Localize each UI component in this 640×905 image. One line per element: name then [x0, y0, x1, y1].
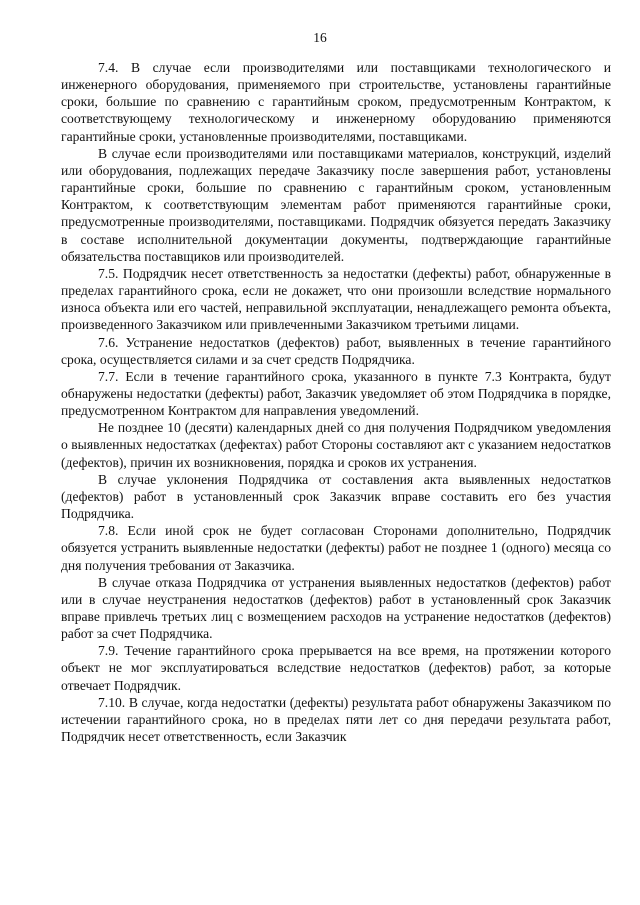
paragraph-7-10: 7.10. В случае, когда недостатки (дефекты) результата работ обнаружены Заказчиком по истечении гарантийного срока, но в пределах пяти лет со дня передачи результата работ, Подрядчик несет ответственность, если Заказчик: [61, 694, 611, 745]
paragraph-7-9: 7.9. Течение гарантийного срока прерывается на все время, на протяжении которого объект не мог эксплуатироваться вследствие недостатков (дефектов) работ, за которые отвечает Подрядчик.: [61, 643, 611, 693]
paragraph-7-7-evasion: В случае уклонения Подрядчика от составления акта выявленных недостатков (дефектов) работ в установленный срок Заказчик вправе составить его без участия Подрядчика.: [61, 471, 611, 522]
paragraph-7-8: 7.8. Если иной срок не будет согласован Сторонами дополнительно, Подрядчик обязуется устранить выявленные недостатки (дефекты) работ не позднее 1 (одного) месяца со дня получения требования от Заказчика.: [61, 523, 611, 573]
paragraph-7-4: 7.4. В случае если производителями или поставщиками технологического и инженерного оборудования, применяемого при строительстве, установлены гарантийные сроки, большие по сравнению с гарантийным сроком, предусмотренным Контрактом, к соответствующему технологическому и инженерному оборудованию применяются гарантийные сроки, установленные производителями, поставщиками.: [61, 60, 611, 144]
paragraph-7-7: 7.7. Если в течение гарантийного срока, указанного в пункте 7.3 Контракта, будут обнаружены недостатки (дефекты) работ, Заказчик уведомляет об этом Подрядчика в порядке, предусмотренном Контрактом для направления уведомлений.: [61, 368, 611, 419]
paragraph-7-4-materials: В случае если производителями или поставщиками материалов, конструкций, изделий или оборудования, подлежащих передаче Заказчику после завершения работ, установлены гарантийные сроки, большие по сравнению с гарантийным сроком, установленным Контрактом, к соответствующим элементам работ применяются гарантийные сроки, предусмотренные производителями, поставщиками. Подрядчик обязуется передать Заказчику в составе исполнительной документации документы, подтверждающие гарантийные обязательства поставщиков или производителей.: [61, 145, 611, 264]
page-number: 16: [313, 30, 327, 45]
paragraph-7-7-act: Не позднее 10 (десяти) календарных дней со дня получения Подрядчиком уведомления о выявленных недостатках (дефектах) работ Стороны составляют акт с указанием недостатков (дефектов), причин их возникновения, порядка и сроков их устранения.: [61, 420, 611, 470]
paragraph-7-6: 7.6. Устранение недостатков (дефектов) работ, выявленных в течение гарантийного срока, осуществляется силами и за счет средств Подрядчика.: [61, 334, 611, 367]
document-body: [61, 59, 611, 745]
paragraph-7-8-refusal: В случае отказа Подрядчика от устранения выявленных недостатков (дефектов) работ или в случае неустранения недостатков (дефектов) работ в установленный срок Заказчик вправе привлечь третьих лиц с возмещением расходов на устранение недостатков (дефектов) работ за счет Подрядчика.: [61, 574, 611, 642]
paragraph-7-5: 7.5. Подрядчик несет ответственность за недостатки (дефекты) работ, обнаруженные в пределах гарантийного срока, если не докажет, что они произошли вследствие нормального износа объекта или его частей, неправильной эксплуатации, ненадлежащего ремонта объекта, произведенного Заказчиком или привлеченными Заказчиком третьими лицами.: [61, 265, 611, 333]
